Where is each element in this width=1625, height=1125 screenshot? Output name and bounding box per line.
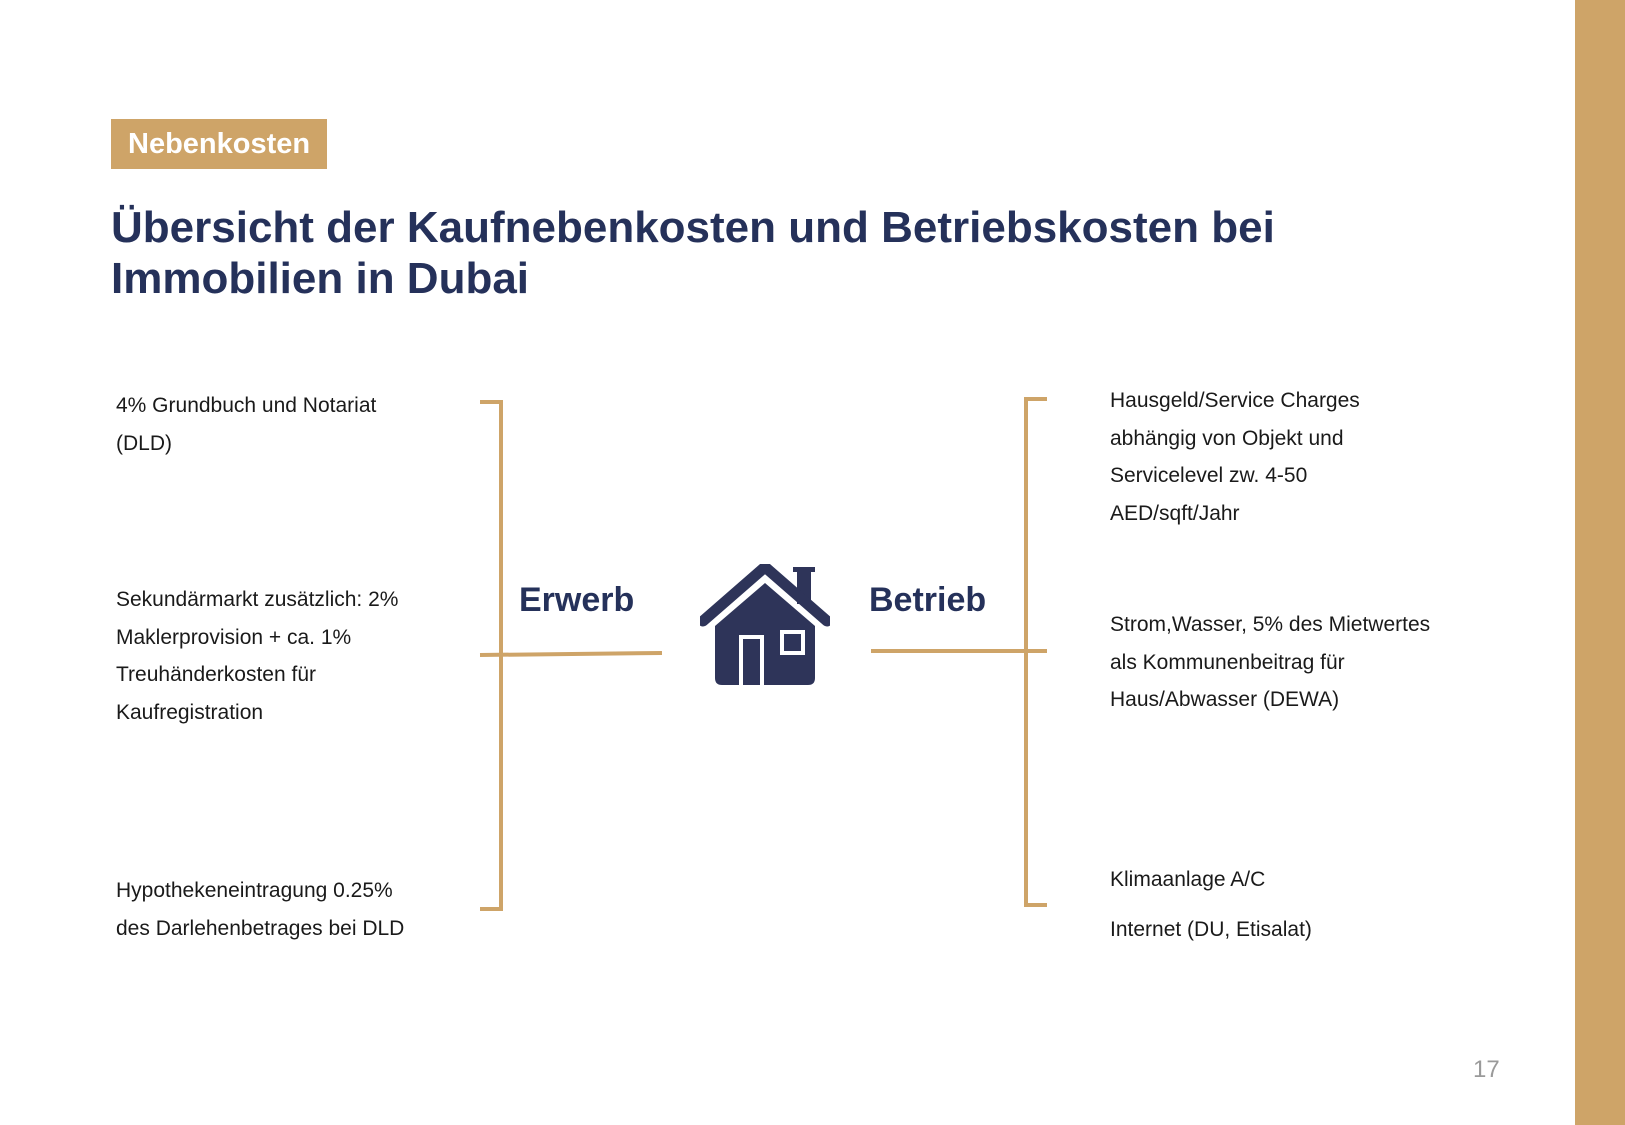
- operation-item-1: Hausgeld/Service Charges abhängig von Objekt und Servicelevel zw. 4-50 AED/sqft/Jahr: [1110, 389, 1360, 525]
- house-icon: [700, 564, 830, 686]
- operation-item-2: Strom,Wasser, 5% des Mietwertes als Kommunenbeitrag für Haus/Abwasser (DEWA): [1110, 613, 1431, 711]
- page-number: 17: [1473, 1056, 1500, 1083]
- acquisition-item-3: Hypothekeneintragung 0.25% des Darlehenbetrages bei DLD: [116, 879, 405, 940]
- left-connector: [480, 653, 662, 655]
- acquisition-item-1: 4% Grundbuch und Notariat (DLD): [116, 394, 377, 455]
- operation-label: Betrieb: [869, 581, 987, 619]
- page-title-line-1: Übersicht der Kaufnebenkosten und Betriebskosten bei: [111, 203, 1275, 252]
- page-title-line-2: Immobilien in Dubai: [111, 254, 530, 303]
- acquisition-label: Erwerb: [519, 581, 635, 619]
- section-tag: Nebenkosten: [111, 119, 327, 169]
- operation-item-4: Internet (DU, Etisalat): [1110, 918, 1312, 941]
- operation-item-3: Klimaanlage A/C: [1110, 868, 1266, 891]
- acquisition-item-2: Sekundärmarkt zusätzlich: 2% Maklerprovision + ca. 1% Treuhänderkosten für Kaufregistration: [116, 588, 399, 724]
